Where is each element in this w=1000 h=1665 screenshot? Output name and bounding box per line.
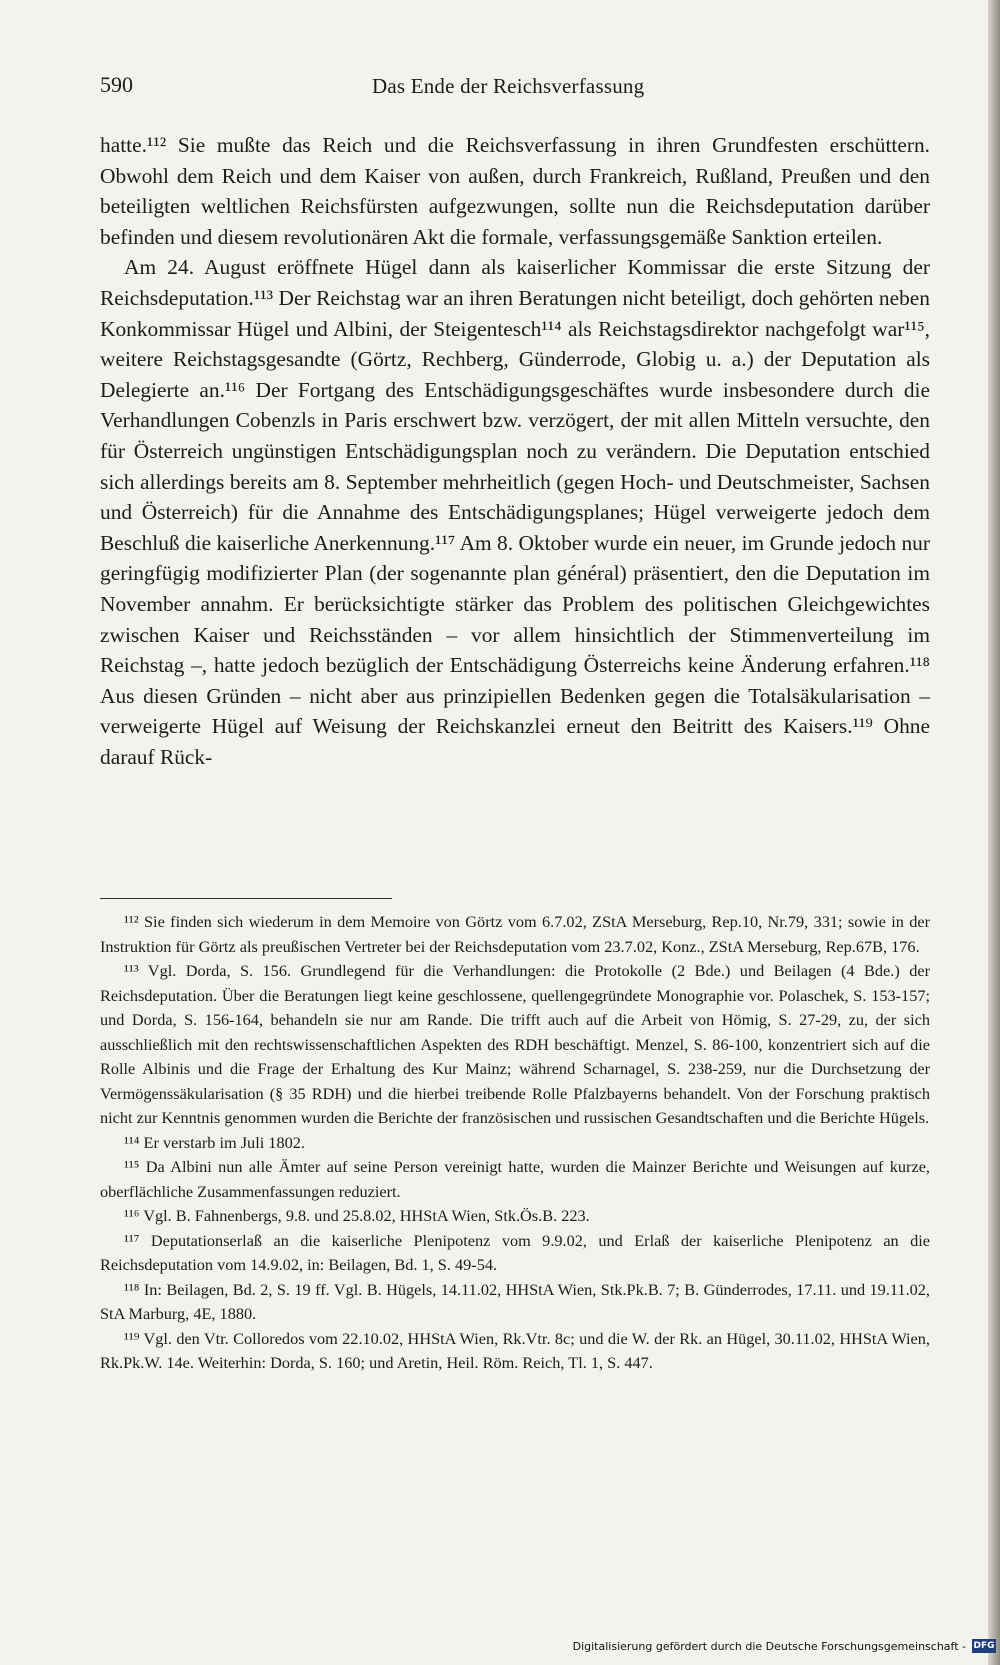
footnote: ¹¹⁸ In: Beilagen, Bd. 2, S. 19 ff. Vgl. B. Hügels, 14.11.02, HHStA Wien, Stk.Pk.B. 7; B. Günderrodes, 17.11. und 19.11.02, StA Marburg, 4E, 1880. (100, 1279, 930, 1323)
credit-text: Digitalisierung gefördert durch die Deutsche Forschungsgemeinschaft - (572, 1639, 966, 1653)
footnote: ¹¹² Sie finden sich wiederum in dem Memoire von Görtz vom 6.7.02, ZStA Merseburg, Rep.10, Nr.79, 331; sowie in der Instruktion für Görtz als preußischen Vertreter bei der Reichsdeputation vom 23.7.02, Konz., ZStA Merseburg, Rep.67B, 176. (100, 912, 930, 956)
footnote: ¹¹³ Vgl. Dorda, S. 156. Grundlegend für die Verhandlungen: die Protokolle (2 Bde.) und Beilagen (4 Bde.) der Reichsdeputation. Über die Beratungen liegt keine geschlossene, quellengegründete Monographie vor. Polaschek, S. 153-157; und Dorda, S. 156-164, behandeln sie nur am Rande. Die trifft auch auf die Arbeit von Hömig, S. 27-29, zu, der sich ausschließlich mit den rechtswissenschaftlichen Aspekten des RDH beschäftigt. Menzel, S. 86-100, konzentriert sich auf die Rolle Albinis und die Frage der Erhaltung des Kur Mainz; während Scharnagel, S. 238-259, nur die Durchsetzung der Vermögenssäkularisation (§ 35 RDH) und die hierbei treibende Rolle Pfalzbayerns behandelt. Von der Forschung praktisch nicht zur Kenntnis genommen wurden die Berichte der französischen und russischen Gesandtschaften und die Berichte Hügels. (100, 961, 930, 1127)
footnote: ¹¹⁶ Vgl. B. Fahnenbergs, 9.8. und 25.8.02, HHStA Wien, Stk.Ös.B. 223. (124, 1206, 590, 1225)
paragraph: Am 24. August eröffnete Hügel dann als kaiserlicher Kommissar die erste Sitzung der Reichsdeputation.¹¹³ Der Reichstag war an ihren Beratungen nicht beteiligt, doch gehörten neben Konkommissar Hügel und Albini, der Steigentesch¹¹⁴ als Reichstagsdirektor nachgefolgt war¹¹⁵, weitere Reichstagsgesandte (Görtz, Rechberg, Günderrode, Globig u. a.) der Deputation als Delegierte an.¹¹⁶ Der Fortgang des Entschädigungsgeschäftes wurde insbesondere durch die Verhandlungen Cobenzls in Paris erschwert bzw. verzögert, der mit allen Mitteln versuchte, den für Österreich ungünstigen Entschädigungsplan noch zu verändern. Die Deputation entschied sich allerdings bereits am 8. September mehrheitlich (gegen Hoch- und Deutschmeister, Sachsen und Österreich) für die Annahme des Entschädigungsplanes; Hügel verweigerte jedoch dem Beschluß die kaiserliche Anerkennung.¹¹⁷ Am 8. Oktober wurde ein neuer, im Grunde jedoch nur geringfügig modifizierter Plan (der sogenannte plan général) präsentiert, den die Deputation im November annahm. Er berücksichtigte stärker das Problem des politischen Gleichgewichtes zwischen Kaiser und Reichsständen – vor allem hinsichtlich der Stimmenverteilung im Reichstag –, hatte jedoch bezüglich der Entschädigung Österreichs keine Änderung erfahren.¹¹⁸ Aus diesen Gründen – nicht aber aus prinzipiellen Bedenken gegen die Totalsäkularisation – verweigerte Hügel auf Weisung der Reichskanzlei erneut den Beitritt des Kaisers.¹¹⁹ Ohne darauf Rück- (100, 255, 930, 769)
digitization-credit (567, 1635, 1000, 1657)
footnote: ¹¹⁵ Da Albini nun alle Ämter auf seine Person vereinigt hatte, wurden die Mainzer Berichte und Weisungen auf kurze, oberflächliche Zusammenfassungen reduziert. (100, 1157, 930, 1201)
paragraph: hatte.¹¹² Sie mußte das Reich und die Reichsverfassung in ihren Grundfesten erschüttern. Obwohl dem Reich und dem Kaiser von außen, durch Frankreich, Rußland, Preußen und den beteiligten weltlichen Reichsfürsten aufgezwungen, sollte nun die Reichsdeputation darüber befinden und diesem revolutionären Akt die formale, verfassungsgemäße Sanktion erteilen. (100, 133, 930, 249)
footnotes (100, 910, 930, 1376)
footnote: ¹¹⁴ Er verstarb im Juli 1802. (124, 1132, 305, 1152)
footnote-separator (100, 898, 392, 899)
footnote: ¹¹⁹ Vgl. den Vtr. Colloredos vom 22.10.02, HHStA Wien, Rk.Vtr. 8c; und die W. der Rk. an Hügel, 30.11.02, HHStA Wien, Rk.Pk.W. 14e. Weiterhin: Dorda, S. 160; und Aretin, Heil. Röm. Reich, Tl. 1, S. 447. (100, 1328, 930, 1372)
body-text (100, 130, 930, 772)
running-head (100, 72, 930, 112)
footnote: ¹¹⁷ Deputationserlaß an die kaiserliche Plenipotenz vom 9.9.02, und Erlaß der kaiserliche Plenipotenz an die Reichsdeputation vom 14.9.02, in: Beilagen, Bd. 1, S. 49-54. (100, 1230, 930, 1274)
running-title: Das Ende der Reichsverfassung (372, 74, 645, 98)
page-number: 590 (100, 72, 133, 97)
dfg-logo-icon: DFG (973, 1641, 995, 1651)
page-edge-shadow (988, 0, 1000, 1665)
